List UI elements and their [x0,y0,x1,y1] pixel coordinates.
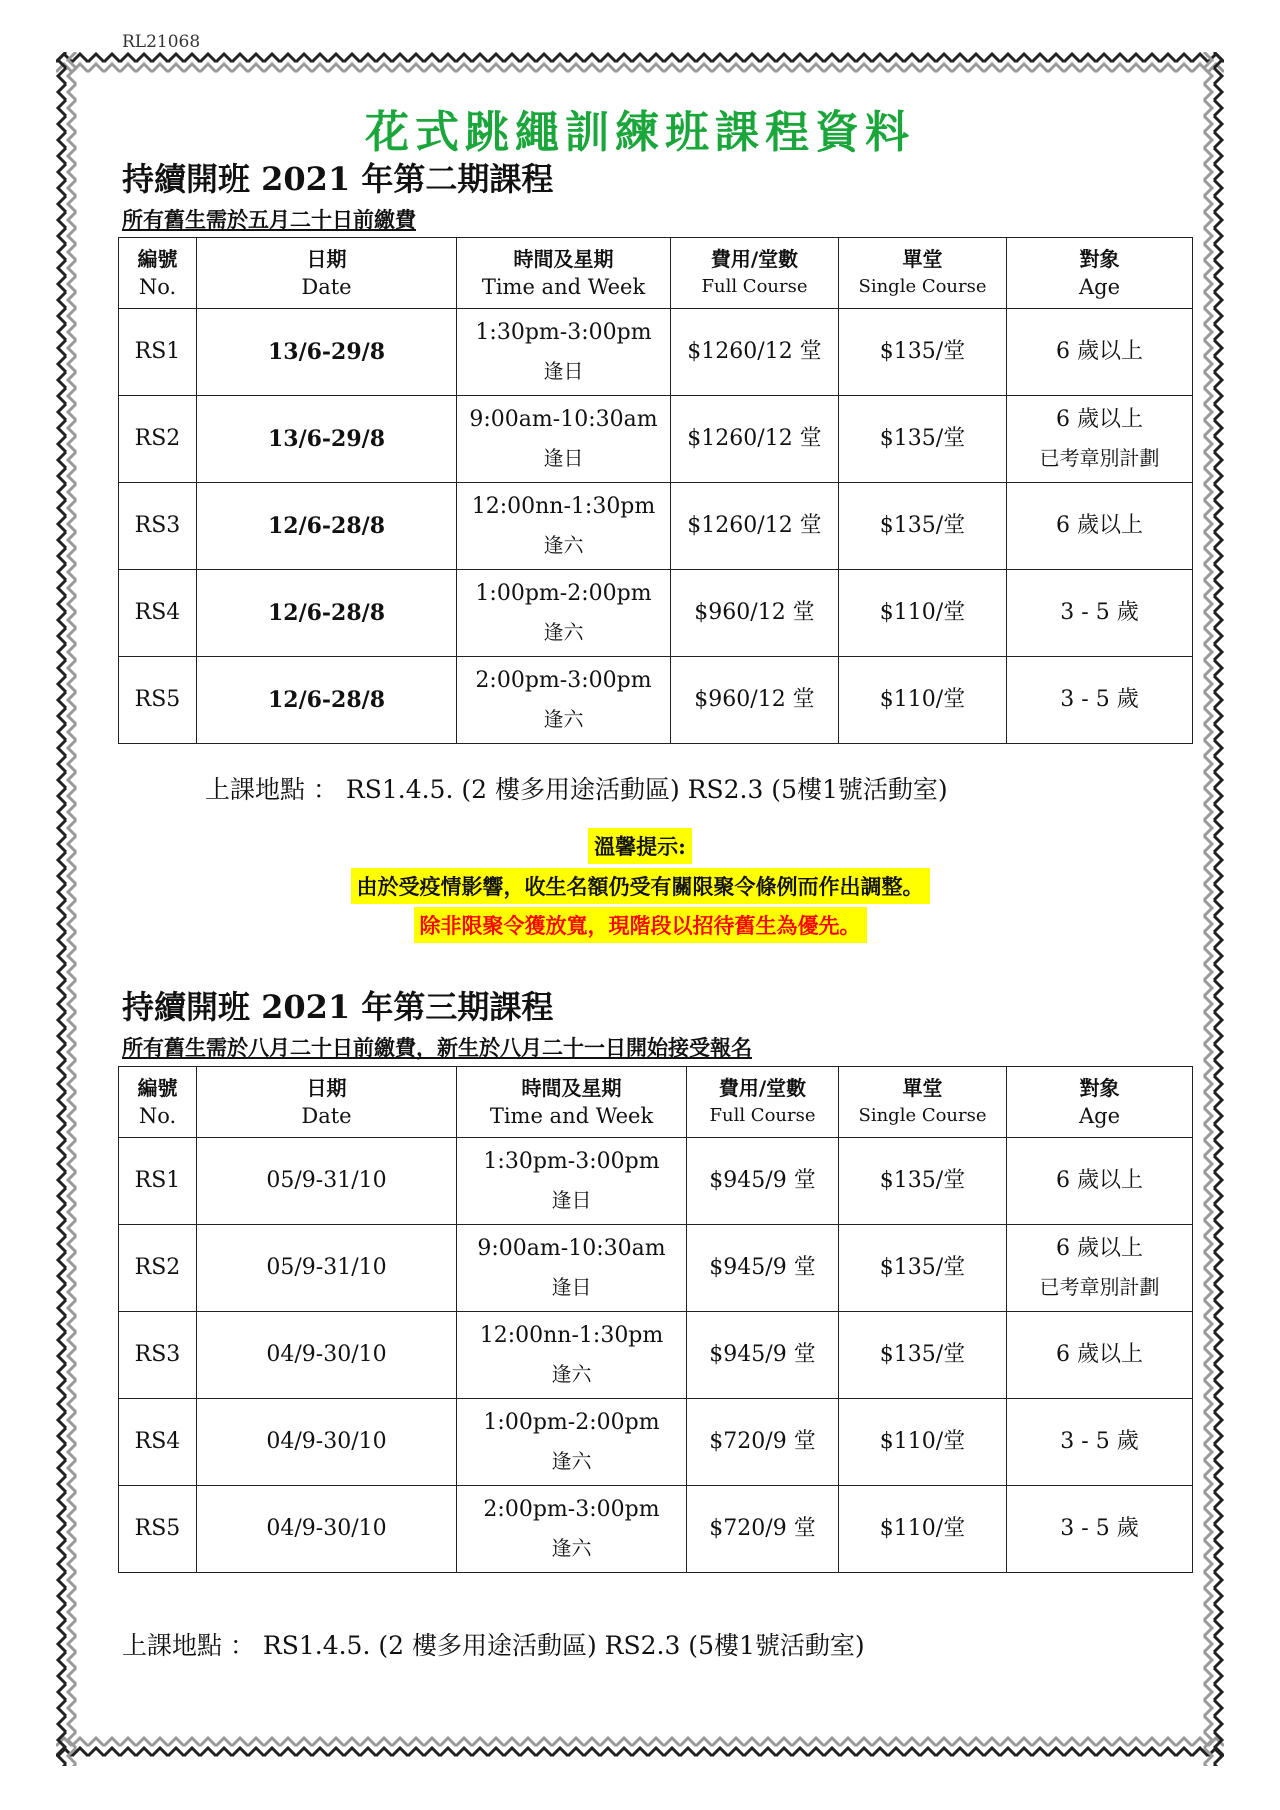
page-title: 花式跳繩訓練班課程資料 [365,107,915,158]
cell-age: 6 歲以上 [1007,1138,1193,1225]
cell-single: $135/堂 [839,1312,1007,1399]
table-header-row [119,1067,1193,1138]
header-single: 單堂 Single Course [839,1067,1007,1138]
term3-payment-note: 所有舊生需於八月二十日前繳費，新生於八月二十一日開始接受報名 [122,1035,752,1060]
cell-no: RS4 [119,1399,197,1486]
cell-date: 05/9-31/10 [197,1138,457,1225]
cell-single: $110/堂 [839,1486,1007,1573]
cell-single: $135/堂 [839,309,1007,396]
cell-no: RS4 [119,570,197,657]
cell-fee: $1260/12 堂 [671,396,839,483]
cell-time: 2:00pm-3:00pm 逢六 [457,1486,687,1573]
cell-no: RS3 [119,483,197,570]
term3-venue: 上課地點 ： RS1.4.5. (2 樓多用途活動區) RS2.3 (5樓1號活動室) [122,1631,865,1660]
cell-single: $110/堂 [839,570,1007,657]
cell-date: 13/6-29/8 [197,396,457,483]
cell-time: 1:00pm-2:00pm 逢六 [457,570,671,657]
cell-fee: $960/12 堂 [671,570,839,657]
cell-single: $135/堂 [839,483,1007,570]
cell-time: 9:00am-10:30am 逢日 [457,1225,687,1312]
cell-fee: $960/12 堂 [671,657,839,744]
cell-no: RS5 [119,1486,197,1573]
notice-line-1: 由於受疫情影響，收生名額仍受有關限聚令條例而作出調整。 [0,868,1280,904]
cell-date: 04/9-30/10 [197,1399,457,1486]
cell-fee: $720/9 堂 [687,1399,839,1486]
cell-age: 6 歲以上 [1007,309,1193,396]
table-row [119,483,1193,570]
notice-line-2: 除非限聚令獲放寬，現階段以招待舊生為優先。 [0,907,1280,943]
cell-time: 1:30pm-3:00pm 逢日 [457,1138,687,1225]
header-age: 對象 Age [1007,238,1193,309]
table-row [119,1138,1193,1225]
header-date: 日期 Date [197,238,457,309]
table-row [119,309,1193,396]
cell-date: 12/6-28/8 [197,657,457,744]
cell-age: 3 - 5 歲 [1007,1486,1193,1573]
cell-age: 6 歲以上 已考章別計劃 [1007,396,1193,483]
table-row [119,570,1193,657]
cell-time: 12:00nn-1:30pm 逢六 [457,483,671,570]
cell-fee: $1260/12 堂 [671,483,839,570]
cell-age: 3 - 5 歲 [1007,570,1193,657]
header-no: 編號 No. [119,1067,197,1138]
header-date: 日期 Date [197,1067,457,1138]
document-reference: RL21068 [122,32,201,52]
zigzag-border-top [56,52,1224,84]
header-fee: 費用/堂數 Full Course [671,238,839,309]
term3-course-table [118,1066,1193,1573]
table-row [119,657,1193,744]
table-header-row [119,238,1193,309]
cell-single: $135/堂 [839,1225,1007,1312]
cell-fee: $945/9 堂 [687,1225,839,1312]
cell-age: 3 - 5 歲 [1007,657,1193,744]
cell-time: 1:30pm-3:00pm 逢日 [457,309,671,396]
cell-date: 13/6-29/8 [197,309,457,396]
cell-fee: $720/9 堂 [687,1486,839,1573]
cell-age: 6 歲以上 [1007,483,1193,570]
cell-time: 9:00am-10:30am 逢日 [457,396,671,483]
header-no: 編號 No. [119,238,197,309]
cell-no: RS1 [119,309,197,396]
cell-date: 04/9-30/10 [197,1486,457,1573]
cell-time: 1:00pm-2:00pm 逢六 [457,1399,687,1486]
table-row [119,1399,1193,1486]
cell-date: 12/6-28/8 [197,570,457,657]
cell-age: 6 歲以上 已考章別計劃 [1007,1225,1193,1312]
header-time: 時間及星期 Time and Week [457,238,671,309]
header-single: 單堂 Single Course [839,238,1007,309]
table-row [119,1312,1193,1399]
cell-no: RS3 [119,1312,197,1399]
header-fee: 費用/堂數 Full Course [687,1067,839,1138]
term3-heading: 持續開班 2021 年第三期課程 [122,988,554,1026]
term2-course-table [118,237,1193,744]
table-row [119,396,1193,483]
cell-single: $135/堂 [839,1138,1007,1225]
header-time: 時間及星期 Time and Week [457,1067,687,1138]
term2-venue: 上課地點 ： RS1.4.5. (2 樓多用途活動區) RS2.3 (5樓1號活動室) [205,775,948,804]
term2-payment-note: 所有舊生需於五月二十日前繳費 [122,207,416,232]
cell-single: $135/堂 [839,396,1007,483]
cell-age: 6 歲以上 [1007,1312,1193,1399]
cell-no: RS2 [119,1225,197,1312]
cell-age: 3 - 5 歲 [1007,1399,1193,1486]
cell-fee: $945/9 堂 [687,1312,839,1399]
zigzag-border-bottom [56,1734,1224,1766]
term2-heading: 持續開班 2021 年第二期課程 [122,160,554,198]
cell-fee: $1260/12 堂 [671,309,839,396]
cell-fee: $945/9 堂 [687,1138,839,1225]
cell-single: $110/堂 [839,657,1007,744]
cell-date: 05/9-31/10 [197,1225,457,1312]
notice-title: 溫馨提示: [0,828,1280,864]
cell-no: RS2 [119,396,197,483]
cell-date: 04/9-30/10 [197,1312,457,1399]
cell-no: RS5 [119,657,197,744]
table-row [119,1225,1193,1312]
cell-time: 2:00pm-3:00pm 逢六 [457,657,671,744]
cell-date: 12/6-28/8 [197,483,457,570]
cell-no: RS1 [119,1138,197,1225]
cell-time: 12:00nn-1:30pm 逢六 [457,1312,687,1399]
header-age: 對象 Age [1007,1067,1193,1138]
cell-single: $110/堂 [839,1399,1007,1486]
table-row [119,1486,1193,1573]
